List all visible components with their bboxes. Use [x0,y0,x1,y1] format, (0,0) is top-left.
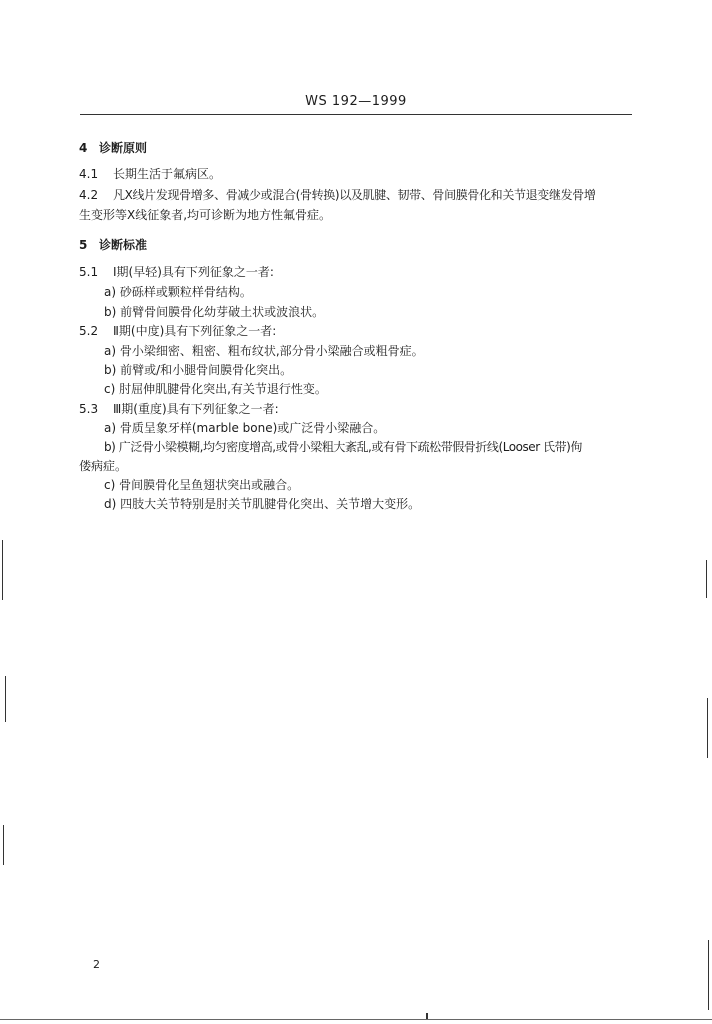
section-4-number: 4 [79,141,88,155]
standard-code: WS 192—1999 [305,94,407,109]
clause-5-2-item-b: b) 前臂或/和小腿骨间膜骨化突出。 [104,363,293,377]
clause-4-1-number: 4.1 [79,167,99,181]
clause-4-2-text-line1: 凡X线片发现骨增多、骨减少或混合(骨转换)以及肌腱、韧带、骨间膜骨化和关节退变继发骨增 [113,188,596,202]
clause-5-1-text: Ⅰ期(早轻)具有下列征象之一者: [113,265,274,279]
clause-5-1 [79,264,274,280]
clause-5-3-text: Ⅲ期(重度)具有下列征象之一者: [113,402,279,416]
clause-5-1-number: 5.1 [79,265,99,279]
page-number: 2 [93,958,100,971]
scan-edge-mark [3,825,4,865]
clause-5-3-item-b-line2: 偻病症。 [79,459,128,473]
section-5-heading [79,237,147,253]
clause-4-2-continued: 生变形等X线征象者,均可诊断为地方性氟骨症。 [79,208,332,222]
clause-5-2-number: 5.2 [79,324,99,338]
clause-5-2 [79,323,276,339]
section-4-title: 诊断原则 [99,141,148,155]
scan-bottom-edge [0,1019,712,1020]
scan-edge-mark [708,940,709,1010]
clause-4-1-text: 长期生活于氟病区。 [113,167,222,181]
scan-edge-mark [707,698,708,758]
clause-4-1 [79,166,221,182]
clause-5-2-item-a: a) 骨小梁细密、粗密、粗布纹状,部分骨小梁融合或粗骨症。 [104,344,424,358]
clause-5-2-item-c: c) 肘屈伸肌腱骨化突出,有关节退行性变。 [104,382,327,396]
header-rule [80,114,632,115]
clause-5-2-text: Ⅱ期(中度)具有下列征象之一者: [113,324,277,338]
clause-5-3 [79,401,279,417]
scan-edge-mark [5,676,6,722]
clause-5-1-item-b: b) 前臂骨间膜骨化幼芽破土状或波浪状。 [104,305,325,319]
scan-bottom-tick [426,1013,428,1019]
clause-5-3-item-a: a) 骨质呈象牙样(marble bone)或广泛骨小梁融合。 [104,421,386,435]
clause-4-2-number: 4.2 [79,188,99,202]
scan-edge-mark [706,560,707,598]
section-4-heading [79,140,147,156]
scan-edge-mark [2,540,3,600]
clause-5-3-item-d: d) 四肢大关节特别是肘关节肌腱骨化突出、关节增大变形。 [104,497,421,511]
section-5-number: 5 [79,238,88,252]
clause-5-1-item-a: a) 砂砾样或颗粒样骨结构。 [104,285,252,299]
clause-4-2 [79,187,596,203]
section-5-title: 诊断标准 [99,238,148,252]
clause-5-3-number: 5.3 [79,402,99,416]
clause-5-3-item-c: c) 骨间膜骨化呈鱼翅状突出或融合。 [104,478,300,492]
clause-5-3-item-b-line1: b) 广泛骨小梁模糊,均匀密度增高,或骨小梁粗大紊乱,或有骨下疏松带假骨折线(Looser 氏带)佝 [104,440,582,454]
